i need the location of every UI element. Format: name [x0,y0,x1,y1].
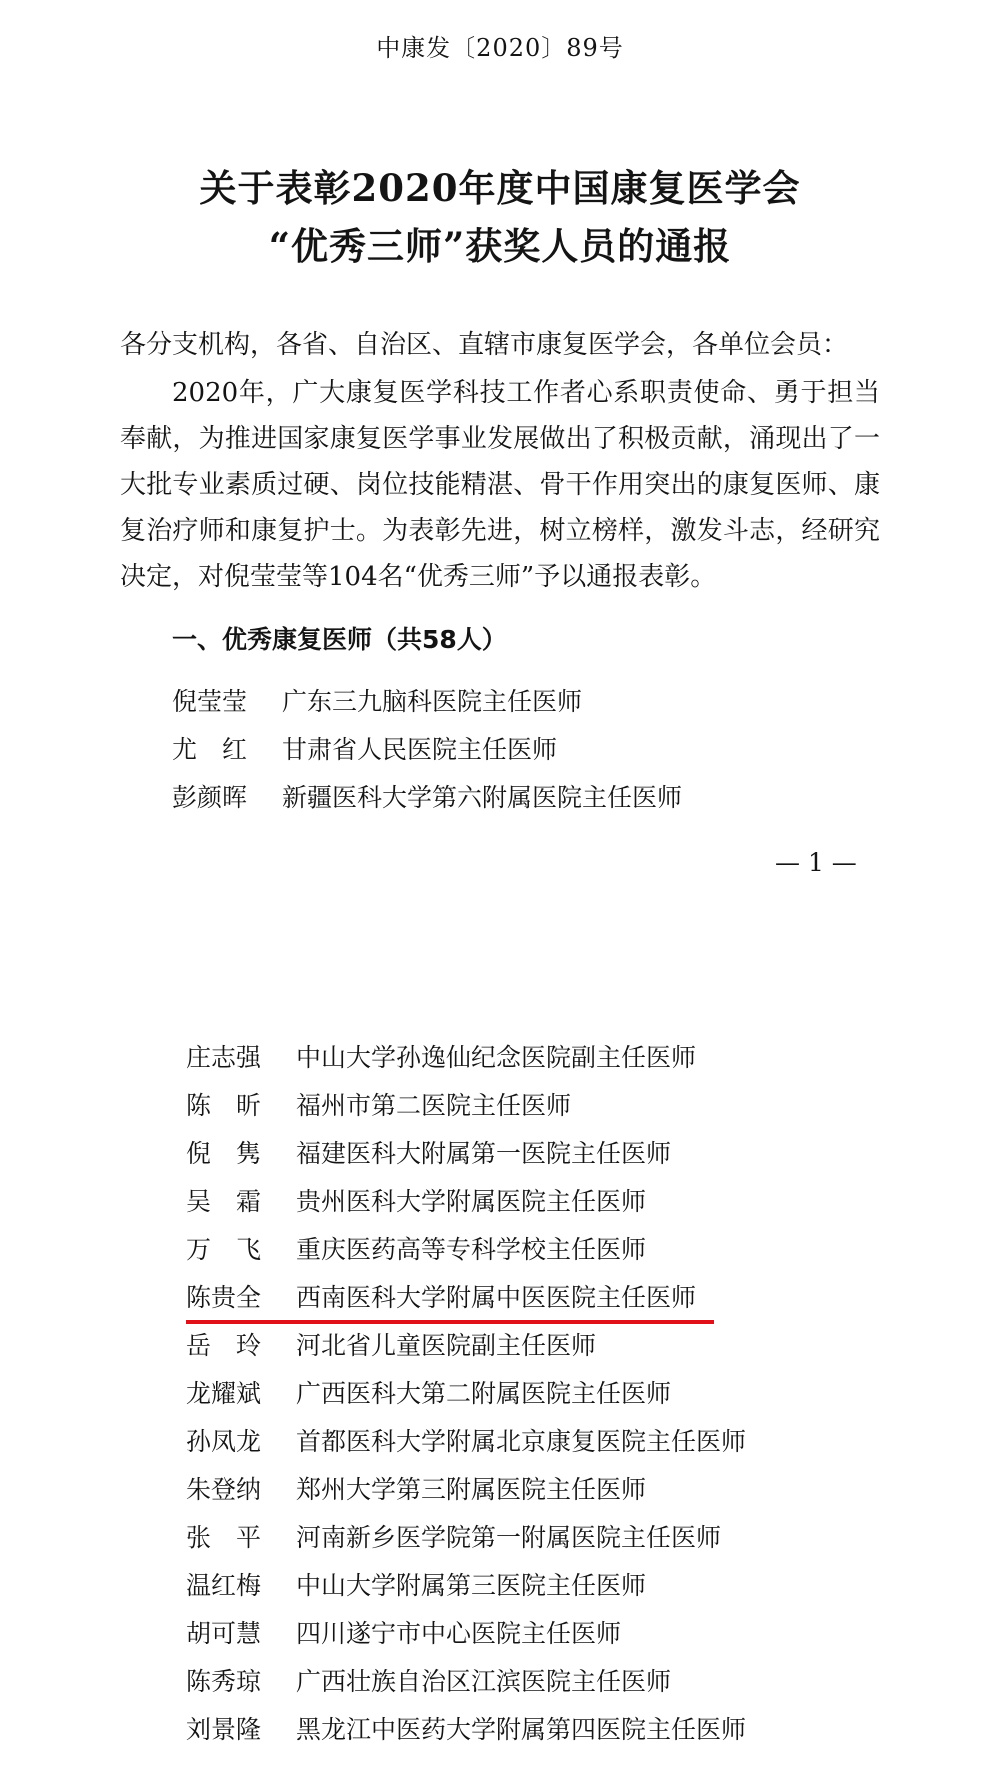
awardee-entry [186,1566,646,1602]
awardee-affiliation: 四川遂宁市中心医院主任医师 [296,1619,622,1648]
awardee-entry [172,778,682,814]
awardee-affiliation: 首都医科大学附属北京康复医院主任医师 [296,1427,747,1456]
awardee-entry [186,1710,746,1746]
awardee-affiliation: 广东三九脑科医院主任医师 [282,687,583,716]
document-number: 中康发〔2020〕89号 [376,34,624,62]
awardee-entry [186,1086,571,1122]
awardee-affiliation: 河南新乡医学院第一附属医院主任医师 [296,1523,722,1552]
awardee-name: 陈贵全 [186,1283,262,1312]
awardee-affiliation: 贵州医科大学附属医院主任医师 [296,1187,647,1216]
awardee-affiliation: 西南医科大学附属中医医院主任医师 [296,1283,697,1312]
section-heading: 一、优秀康复医师（共58人） [172,625,507,654]
awardee-entry [186,1470,646,1506]
awardee-name: 孙凤龙 [186,1427,262,1456]
awardee-entry [186,1038,696,1074]
awardee-entry-highlighted [186,1278,696,1314]
awardee-name: 岳 玲 [186,1331,262,1360]
document-title-line-2: “优秀三师”获奖人员的通报 [268,224,732,268]
body-paragraph: 2020年，广大康复医学科技工作者心系职责使命、勇于担当奉献，为推进国家康复医学事业发展做出了积极贡献，涌现出了一大批专业素质过硬、岗位技能精湛、骨干作用突出的康复医师、康复治疗师和康复护士。为表彰先进，树立榜样，激发斗志，经研究决定，对倪莹莹等104名“优秀三师”予以通报表彰。 [120,378,880,592]
awardee-affiliation: 新疆医科大学第六附属医院主任医师 [282,783,683,812]
document-title-line-1: 关于表彰2020年度中国康复医学会 [199,166,801,210]
awardee-name: 朱登纳 [186,1475,262,1504]
awardee-name: 张 平 [186,1523,262,1552]
awardee-name: 彭颜晖 [172,783,248,812]
awardee-entry [186,1374,671,1410]
awardee-affiliation: 黑龙江中医药大学附属第四医院主任医师 [296,1715,747,1744]
awardee-name: 庄志强 [186,1043,262,1072]
awardee-name: 倪 隽 [186,1139,262,1168]
awardee-entry [186,1326,596,1362]
awardee-entry [172,682,582,718]
awardee-affiliation: 重庆医药高等专科学校主任医师 [296,1235,647,1264]
awardee-name: 尤 红 [172,735,248,764]
awardee-entry [186,1422,746,1458]
awardee-entry [186,1182,646,1218]
awardee-name: 胡可慧 [186,1619,262,1648]
awardee-name: 刘景隆 [186,1715,262,1744]
awardee-entry [186,1662,671,1698]
awardee-entry [186,1230,646,1266]
awardee-name: 倪莹莹 [172,687,248,716]
awardee-affiliation: 郑州大学第三附属医院主任医师 [296,1475,647,1504]
awardee-affiliation: 甘肃省人民医院主任医师 [282,735,558,764]
document-page-2 [0,900,1000,1777]
awardee-affiliation: 广西壮族自治区江滨医院主任医师 [296,1667,672,1696]
awardee-entry [186,1614,621,1650]
awardee-affiliation: 广西医科大第二附属医院主任医师 [296,1379,672,1408]
page-number: — 1 — [775,848,857,877]
awardee-name: 陈 昕 [186,1091,262,1120]
awardee-name: 陈秀琼 [186,1667,262,1696]
awardee-affiliation: 中山大学附属第三医院主任医师 [296,1571,647,1600]
awardee-name: 龙耀斌 [186,1379,262,1408]
awardee-entry [186,1518,721,1554]
salutation: 各分支机构，各省、自治区、直辖市康复医学会，各单位会员： [120,330,849,360]
awardee-name: 吴 霜 [186,1187,262,1216]
awardee-entry [172,730,557,766]
awardee-entry [186,1134,671,1170]
awardee-affiliation: 福州市第二医院主任医师 [296,1091,572,1120]
awardee-affiliation: 中山大学孙逸仙纪念医院副主任医师 [296,1043,697,1072]
highlight-underline [186,1320,714,1324]
awardee-affiliation: 福建医科大附属第一医院主任医师 [296,1139,672,1168]
awardee-name: 万 飞 [186,1235,262,1264]
awardee-name: 温红梅 [186,1571,262,1600]
awardee-affiliation: 河北省儿童医院副主任医师 [296,1331,597,1360]
